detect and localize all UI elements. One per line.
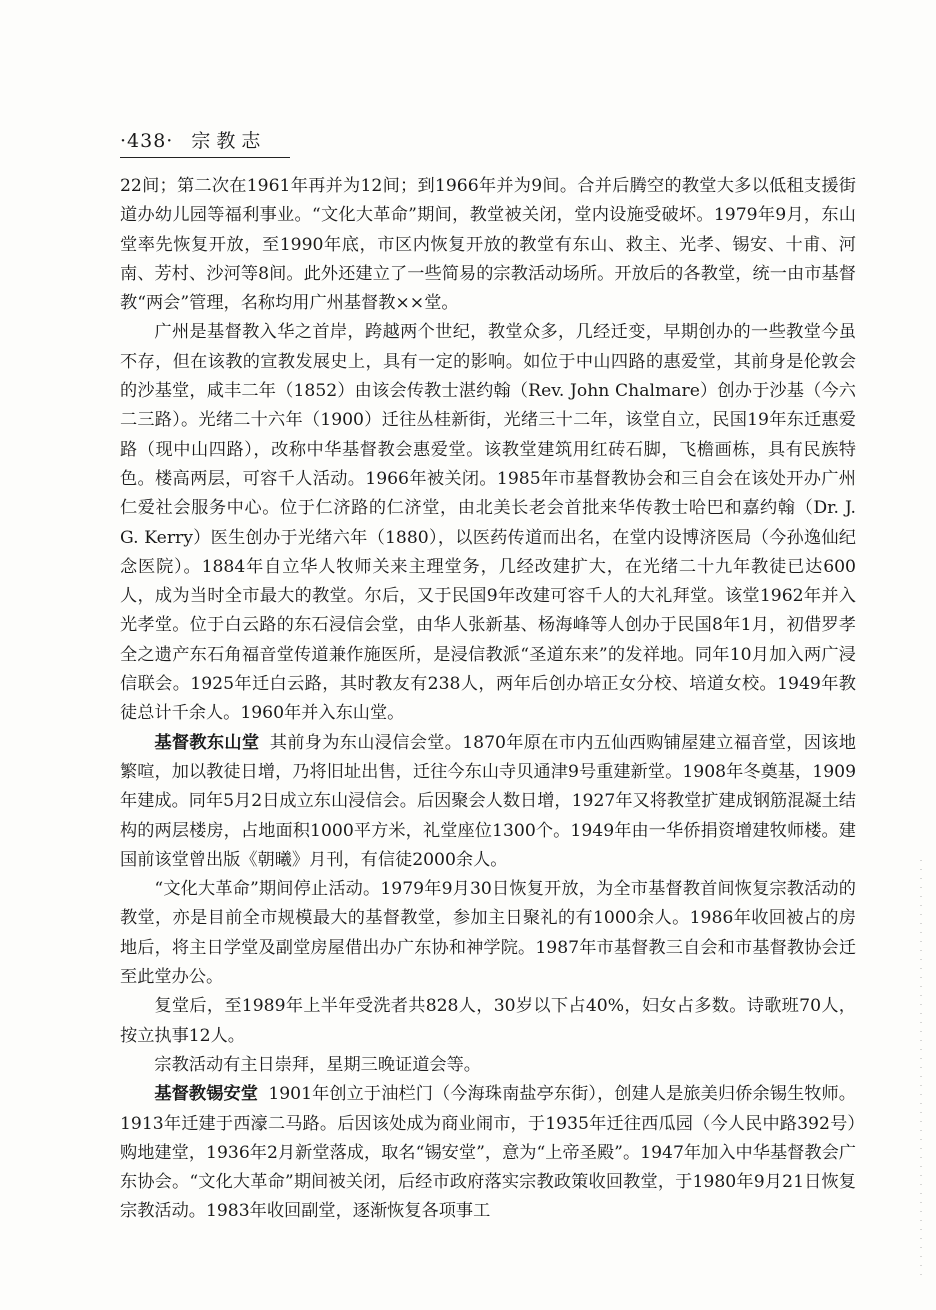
paragraph-text: 广州是基督教入华之首岸，跨越两个世纪，教堂众多，几经迁变，早期创办的一些教堂今虽不存，但在该教的宣教发展史上，具有一定的影响。如位于中山四路的惠爱堂，其前身是伦敦会的沙基堂，咸丰二年（1852）由该会传教士湛约翰（Rev. John Chalmare）创办于沙基（今六二三路）。光绪二十六年（1900）迁往丛桂新街，光绪三十二年，该堂自立，民国19年东迁惠爱路（现中山四路），改称中华基督教会惠爱堂。该教堂建筑用红砖石脚，飞檐画栋，具有民族特色。楼高两层，可容千人活动。1966年被关闭。1985年市基督教协会和三自会在该处开办广州仁爱社会服务中心。位于仁济路的仁济堂，由北美长老会首批来华传教士哈巴和嘉约翰（Dr. J. G. Kerry）医生创办于光绪六年（1880），以医药传道而出名，在堂内设博济医局（今孙逸仙纪念医院）。1884年自立华人牧师关来主理堂务，几经改建扩大，在光绪二十九年教徒已达600人，成为当时全市最大的教堂。尔后，又于民国9年改建可容千人的大礼拜堂。该堂1962年并入光孝堂。位于白云路的东石浸信会堂，由华人张新基、杨海峰等人创办于民国8年1月，初借罗孝全之遗产东石角福音堂传道兼作施医所，是浸信教派“圣道东来”的发祥地。同年10月加入两广浸信联会。1925年迁白云路，其时教友有238人，两年后创办培正女分校、培道女校。1949年教徒总计千余人。1960年并入东山堂。 xyxy=(120,322,856,724)
paragraph-5 xyxy=(120,992,856,1051)
book-title: 宗教志 xyxy=(191,130,267,152)
paragraph-text: 其前身为东山浸信会堂。1870年原在市内五仙西购铺屋建立福音堂，因该地繁喧，加以教徒日增，乃将旧址出售，迁往今东山寺贝通津9号重建新堂。1908年冬奠基，1909年建成。同年5月2日成立东山浸信会。后因聚会人数日增，1927年又将教堂扩建成钢筋混凝土结构的两层楼房，占地面积1000平方米，礼堂座位1300个。1949年由一华侨捐资增建牧师楼。建国前该堂曾出版《朝曦》月刊，有信徒2000余人。 xyxy=(120,732,856,870)
paragraph-dongshan xyxy=(120,729,856,875)
scan-margin-dots xyxy=(920,860,922,1280)
paragraph-xian xyxy=(120,1080,856,1226)
body-text xyxy=(120,172,856,1227)
paragraph-6 xyxy=(120,1051,856,1080)
running-head xyxy=(120,126,290,158)
paragraph-2 xyxy=(120,318,856,728)
paragraph-text: 复堂后，至1989年上半年受洗者共828人，30岁以下占40%，妇女占多数。诗歌班70人，按立执事12人。 xyxy=(120,996,856,1046)
section-heading-xian: 基督教锡安堂 xyxy=(154,1084,258,1105)
section-heading-dongshan: 基督教东山堂 xyxy=(154,732,260,753)
paragraph-1 xyxy=(120,172,856,318)
paragraph-4 xyxy=(120,875,856,992)
paragraph-text: 宗教活动有主日崇拜，星期三晚证道会等。 xyxy=(154,1054,481,1075)
paragraph-text: 1901年创立于油栏门（今海珠南盐亭东街），创建人是旅美归侨余锡生牧师。1913年迁建于西濠二马路。后因该处成为商业闹市，于1935年迁往西瓜园（今人民中路392号）购地建堂，1936年2月新堂落成，取名“锡安堂”，意为“上帝圣殿”。1947年加入中华基督教会广东协会。“文化大革命”期间被关闭，后经市政府落实宗教政策收回教堂，于1980年9月21日恢复宗教活动。1983年收回副堂，逐渐恢复各项事工 xyxy=(120,1084,856,1222)
paragraph-text: 22间；第二次在1961年再并为12间；到1966年并为9间。合并后腾空的教堂大多以低租支援街道办幼儿园等福利事业。“文化大革命”期间，教堂被关闭，堂内设施受破坏。1979年9月，东山堂率先恢复开放，至1990年底，市区内恢复开放的教堂有东山、救主、光孝、锡安、十甫、河南、芳村、沙河等8间。此外还建立了一些简易的宗教活动场所。开放后的各教堂，统一由市基督教“两会”管理，名称均用广州基督教××堂。 xyxy=(120,176,856,314)
page-number: ·438· xyxy=(120,130,174,152)
paragraph-text: “文化大革命”期间停止活动。1979年9月30日恢复开放，为全市基督教首间恢复宗教活动的教堂，亦是目前全市规模最大的基督教堂，参加主日聚礼的有1000余人。1986年收回被占的房地后，将主日学堂及副堂房屋借出办广东协和神学院。1987年市基督教三自会和市基督教协会迁至此堂办公。 xyxy=(120,879,856,988)
